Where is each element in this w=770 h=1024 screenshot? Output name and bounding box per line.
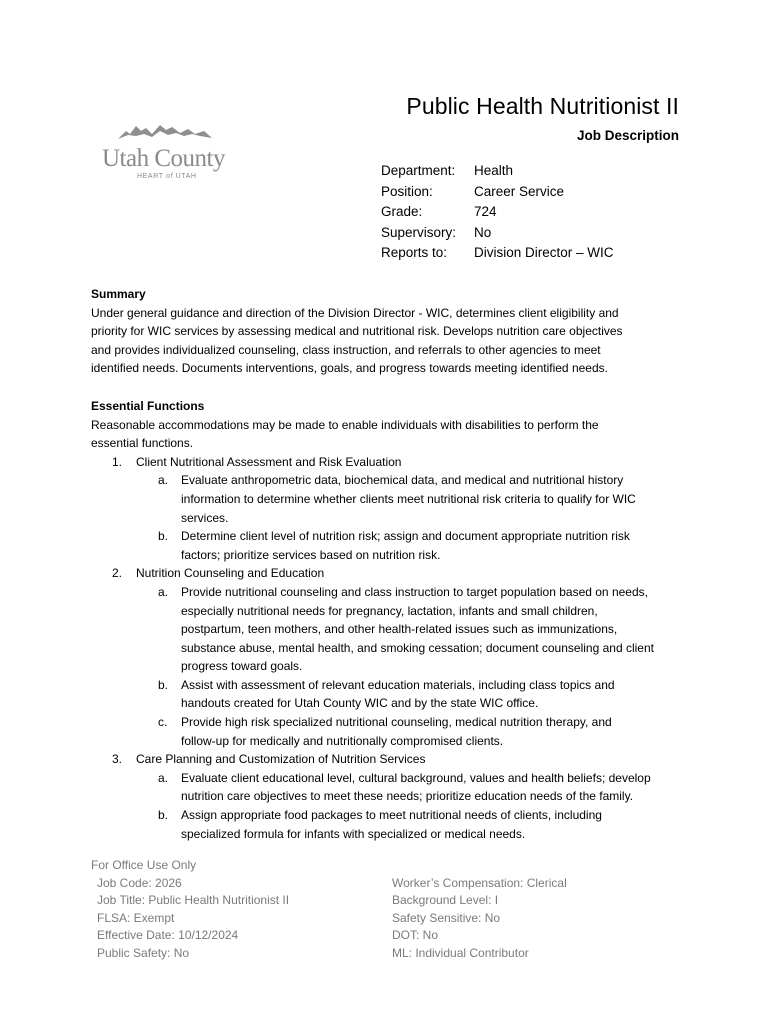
footer-field: DOT: No [392, 928, 439, 942]
svg-text:Utah County: Utah County [102, 145, 225, 172]
utah-county-logo [100, 122, 230, 184]
subitem-letter: b. [158, 808, 169, 823]
function-number: 3. [112, 752, 123, 767]
summary-line: and provides individualized counseling, class instruction, and referrals to other agencies to meet [91, 342, 601, 357]
svg-text:HEART of UTAH: HEART of UTAH [137, 173, 197, 180]
subitem-line: substance abuse, mental health, and smoking cessation; document counseling and client [181, 640, 654, 655]
function-subitem [91, 806, 691, 843]
meta-value: Health [474, 163, 514, 178]
subitem-line: Assign appropriate food packages to meet nutritional needs of clients, including [181, 808, 602, 823]
meta-row-department [381, 161, 614, 182]
office-use-footer [91, 857, 691, 962]
meta-row-grade [381, 202, 614, 223]
subitem-line: follow-up for medically and nutritionally compromised clients. [181, 733, 504, 748]
function-item [91, 750, 691, 769]
subitem-line: services. [181, 510, 229, 525]
subitem-line: especially nutritional needs for pregnancy, lactation, infants and small children, [181, 603, 598, 618]
subitem-letter: b. [158, 529, 169, 544]
subitem-letter: a. [158, 770, 169, 785]
meta-label: Position: [381, 183, 433, 199]
meta-value: Division Director – WIC [474, 245, 614, 260]
function-subitem [91, 527, 691, 564]
footer-field: Job Title: Public Health Nutritionist II [97, 893, 290, 907]
subitem-line: Provide nutritional counseling and class instruction to target population based on needs, [181, 584, 648, 599]
function-title: Care Planning and Customization of Nutrition Services [136, 752, 426, 767]
essential-intro-line: essential functions. [91, 436, 194, 451]
function-number: 1. [112, 454, 123, 469]
meta-row-supervisory [381, 223, 614, 244]
meta-value: Career Service [474, 183, 565, 199]
meta-value: 724 [474, 204, 497, 219]
subitem-line: Determine client level of nutrition risk; assign and document appropriate nutrition risk [181, 529, 630, 544]
footer-left-column [91, 875, 392, 963]
subitem-line: nutrition care objectives to meet these needs; prioritize education needs of the family. [181, 789, 634, 804]
function-subitem [91, 471, 691, 527]
meta-label: Grade: [381, 204, 423, 219]
subitem-line: specialized formula for infants with specialized or medical needs. [181, 826, 526, 841]
page-subtitle: Job Description [576, 128, 679, 143]
summary-heading: Summary [91, 287, 146, 301]
meta-row-position [381, 182, 614, 203]
subitem-line: information to determine whether clients meet nutritional risk criteria to qualify for WIC [181, 491, 636, 506]
footer-field: Effective Date: 10/12/2024 [97, 928, 239, 942]
function-title: Nutrition Counseling and Education [136, 566, 325, 581]
function-number: 2. [112, 566, 123, 581]
subitem-letter: b. [158, 677, 169, 692]
subitem-line: Evaluate client educational level, cultural background, values and health beliefs; develop [181, 770, 651, 785]
summary-line: identified needs. Documents interventions, goals, and progress towards meeting identified needs. [91, 361, 608, 376]
meta-value: No [474, 224, 492, 240]
subitem-line: Evaluate anthropometric data, biochemical data, and medical and nutritional history [181, 473, 624, 488]
footer-field: FLSA: Exempt [97, 910, 175, 925]
function-subitem [91, 769, 691, 806]
mountains-icon [118, 125, 212, 139]
essential-intro-line: Reasonable accommodations may be made to enable individuals with disabilities to perform the [91, 417, 599, 432]
summary-line: Under general guidance and direction of the Division Director - WIC, determines client eligibility and [91, 305, 619, 320]
meta-label: Reports to: [381, 245, 448, 260]
subitem-letter: a. [158, 584, 169, 599]
page-title: Public Health Nutritionist II [406, 93, 679, 119]
subitem-line: progress toward goals. [181, 659, 303, 674]
subitem-line: Assist with assessment of relevant education materials, including class topics and [181, 677, 615, 692]
function-title: Client Nutritional Assessment and Risk Evaluation [136, 454, 402, 469]
function-subitem [91, 583, 691, 676]
footer-field: Worker’s Compensation: Clerical [392, 875, 567, 890]
document-body [91, 285, 691, 843]
meta-label: Department: [381, 163, 456, 178]
footer-field: Safety Sensitive: No [392, 910, 501, 925]
function-item [91, 453, 691, 472]
footer-field: Background Level: I [392, 893, 499, 907]
subitem-letter: a. [158, 473, 169, 488]
meta-label: Supervisory: [381, 224, 457, 240]
subitem-line: Provide high risk specialized nutritional counseling, medical nutrition therapy, and [181, 715, 612, 730]
subitem-line: factors; prioritize services based on nutrition risk. [181, 547, 441, 562]
footer-right-column [392, 875, 691, 963]
footer-field: ML: Individual Contributor [392, 945, 529, 960]
function-subitem [91, 676, 691, 713]
subitem-line: handouts created for Utah County WIC and by the state WIC office. [181, 696, 539, 711]
essential-functions-heading: Essential Functions [91, 398, 205, 413]
subitem-line: postpartum, teen mothers, and other health-related issues such as immunizations, [181, 622, 618, 637]
footer-field: Public Safety: No [97, 945, 190, 960]
footer-heading: For Office Use Only [91, 858, 197, 872]
meta-row-reports-to [381, 243, 614, 264]
function-subitem [91, 713, 691, 750]
subitem-letter: c. [158, 715, 168, 730]
summary-line: priority for WIC services by assessing medical and nutritional risk. Develops nutrition care objectives [91, 324, 623, 339]
function-item [91, 564, 691, 583]
footer-field: Job Code: 2026 [97, 875, 182, 890]
job-meta [381, 161, 614, 264]
